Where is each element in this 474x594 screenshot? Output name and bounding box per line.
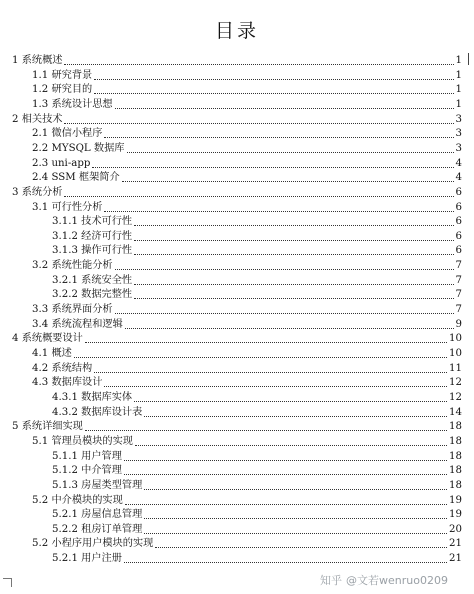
toc-entry-label: 2.1 微信小程序 (32, 128, 103, 140)
dot-leader (134, 240, 453, 241)
page-title: 目录 (214, 20, 259, 42)
dot-leader (85, 342, 447, 343)
dot-leader (124, 562, 447, 563)
toc-entry-label: 5.1.1 用户管理 (52, 450, 122, 462)
toc-entry[interactable] (32, 69, 462, 83)
toc-entry-page: 6 (455, 245, 462, 257)
toc-entry-page: 9 (455, 318, 462, 330)
toc-entry[interactable] (52, 479, 462, 493)
toc-entry-label: 4.3.1 数据库实体 (52, 391, 133, 403)
toc-entry-page: 1 (455, 98, 462, 110)
toc-entry[interactable] (52, 288, 462, 302)
dot-leader (115, 313, 454, 314)
toc-entry-page: 12 (449, 377, 462, 389)
dot-leader (155, 547, 447, 548)
toc-entry[interactable] (52, 523, 462, 537)
dot-leader (115, 108, 454, 109)
toc-entry-page: 18 (449, 435, 462, 447)
toc-entry-page: 18 (449, 450, 462, 462)
toc-entry-label: 4.3 数据库设计 (32, 377, 103, 389)
toc-entry-page: 1 (455, 55, 462, 66)
toc-entry-label: 1.2 研究目的 (32, 84, 93, 96)
toc-entry-page: 7 (455, 304, 462, 316)
toc-entry[interactable] (12, 54, 462, 68)
toc-entry-label: 3.3 系统界面分析 (32, 304, 113, 316)
dot-leader (144, 416, 447, 417)
dot-leader (124, 460, 447, 461)
dot-leader (74, 357, 447, 358)
toc-entry-label: 5.1.2 中介管理 (52, 465, 122, 477)
dot-leader (115, 269, 454, 270)
toc-entry-page: 7 (455, 289, 462, 301)
toc-entry[interactable] (32, 494, 462, 508)
dot-leader (124, 474, 447, 475)
toc-entry-label: 4.1 概述 (32, 348, 72, 359)
toc-entry[interactable] (52, 508, 462, 522)
toc-entry[interactable] (32, 83, 462, 97)
page-corner-mark (3, 578, 12, 587)
watermark-author: @文若wenruo0209 (346, 574, 448, 587)
toc-entry-label: 4 系统概要设计 (12, 333, 83, 345)
toc-entry[interactable] (52, 244, 462, 258)
toc-entry-label: 4.3.2 数据库设计表 (52, 406, 143, 418)
toc-entry-label: 3.1 可行性分析 (32, 201, 103, 213)
toc-entry-label: 3.2 系统性能分析 (32, 260, 113, 272)
toc-entry-page: 19 (449, 494, 462, 506)
toc-entry-page: 20 (449, 523, 462, 535)
toc-entry[interactable] (32, 376, 462, 390)
dot-leader (64, 196, 453, 197)
dot-leader (92, 167, 453, 168)
toc-entry-label: 5.2.1 房屋信息管理 (52, 509, 143, 521)
toc-entry-page: 1 (455, 84, 462, 96)
toc-entry-page: 6 (455, 186, 462, 198)
toc-entry[interactable] (52, 450, 462, 464)
toc-entry[interactable] (12, 332, 462, 346)
toc-entry-page: 4 (455, 172, 462, 184)
toc-entry-page: 3 (455, 128, 462, 140)
toc-entry-label: 3.1.3 操作可行性 (52, 245, 133, 257)
toc-entry-page: 18 (449, 421, 462, 433)
dot-leader (64, 123, 453, 124)
toc-entry-page: 6 (455, 201, 462, 213)
toc-entry-label: 5.1 管理员模块的实现 (32, 435, 133, 447)
toc-entry[interactable] (32, 318, 462, 332)
dot-leader (134, 284, 453, 285)
toc-entry-label: 5 系统详细实现 (12, 421, 83, 433)
toc-entry[interactable] (32, 259, 462, 273)
toc-entry-label: 2.3 uni-app (32, 157, 91, 169)
toc-entry-label: 2.2 MYSQL 数据库 (32, 142, 125, 154)
dot-leader (125, 328, 454, 329)
watermark (320, 572, 448, 588)
toc-entry-page: 6 (455, 230, 462, 242)
toc-entry-page: 7 (455, 260, 462, 272)
toc-entry-page: 1 (455, 69, 462, 81)
toc-entry[interactable] (52, 274, 462, 288)
dot-leader (144, 533, 447, 534)
toc-entry-page: 21 (449, 538, 462, 550)
toc-entry-label: 5.1.3 房屋类型管理 (52, 479, 143, 491)
zhihu-logo: 知乎 (320, 574, 342, 587)
toc-entry-label: 5.2.1 用户注册 (52, 553, 122, 565)
toc-entry-label: 3 系统分析 (12, 186, 63, 198)
toc-entry-page: 14 (449, 406, 462, 418)
toc-entry-page: 18 (449, 465, 462, 477)
toc-entry-label: 5.2.2 租房订单管理 (52, 523, 143, 535)
dot-leader (94, 372, 447, 373)
toc-entry[interactable] (32, 435, 462, 449)
toc-entry[interactable] (32, 362, 462, 376)
text-cursor (468, 53, 469, 65)
dot-leader (104, 386, 447, 387)
dot-leader (135, 445, 447, 446)
toc-entry-label: 5.2 小程序用户模块的实现 (32, 538, 154, 550)
toc-entry-page: 19 (449, 509, 462, 521)
dot-leader (85, 430, 447, 431)
toc-entry[interactable] (12, 186, 462, 200)
toc-entry-page: 12 (449, 391, 462, 403)
dot-leader (64, 64, 453, 65)
dot-leader (104, 137, 453, 138)
toc-entry[interactable] (32, 127, 462, 141)
toc-entry-page: 11 (449, 362, 462, 374)
toc-entry[interactable] (32, 171, 462, 185)
toc-entry[interactable] (52, 406, 462, 420)
toc-entry-page: 18 (449, 479, 462, 491)
toc-entry-label: 2 相关技术 (12, 113, 63, 125)
dot-leader (134, 254, 453, 255)
dot-leader (144, 518, 447, 519)
toc-entry-page: 4 (455, 157, 462, 169)
dot-leader (134, 225, 453, 226)
dot-leader (144, 489, 447, 490)
toc-entry[interactable] (52, 391, 462, 405)
toc-entry[interactable] (32, 537, 462, 551)
toc-entry-label: 3.1.2 经济可行性 (52, 230, 133, 242)
toc-entry-page: 10 (449, 333, 462, 345)
toc-entry[interactable] (52, 215, 462, 229)
toc-entry-label: 5.2 中介模块的实现 (32, 494, 123, 506)
toc-entry-page: 10 (449, 348, 462, 359)
dot-leader (134, 401, 447, 402)
toc-entry-label: 4.2 系统结构 (32, 362, 93, 374)
toc-entry[interactable] (32, 303, 462, 317)
toc-entry[interactable] (32, 157, 462, 171)
dot-leader (125, 504, 447, 505)
dot-leader (94, 79, 453, 80)
toc-entry-label: 1.1 研究背景 (32, 69, 93, 81)
toc-entry[interactable] (12, 420, 462, 434)
toc-entry[interactable] (52, 464, 462, 478)
toc-entry[interactable] (52, 552, 462, 566)
dot-leader (134, 298, 453, 299)
toc-entry-label: 3.1.1 技术可行性 (52, 216, 133, 228)
toc-entry[interactable] (32, 347, 462, 361)
toc-entry[interactable] (52, 230, 462, 244)
toc-entry-page: 6 (455, 216, 462, 228)
toc-entry-page: 3 (455, 142, 462, 154)
toc-entry-label: 2.4 SSM 框架简介 (32, 172, 120, 184)
toc-entry[interactable] (32, 98, 462, 112)
toc-entry-label: 1.3 系统设计思想 (32, 98, 113, 110)
toc-entry-label: 3.2.2 数据完整性 (52, 289, 133, 301)
toc-entry-label: 3.4 系统流程和逻辑 (32, 318, 123, 330)
dot-leader (104, 211, 453, 212)
toc-entry[interactable] (32, 201, 462, 215)
toc-entry-label: 3.2.1 系统安全性 (52, 274, 133, 286)
toc-entry-label: 1 系统概述 (12, 55, 63, 66)
dot-leader (127, 152, 454, 153)
dot-leader (94, 93, 453, 94)
toc-entry[interactable] (12, 113, 462, 127)
dot-leader (122, 181, 454, 182)
toc-entry[interactable] (32, 142, 462, 156)
toc-entry-page: 21 (449, 553, 462, 565)
toc-entry-page: 7 (455, 274, 462, 286)
toc-entry-page: 3 (455, 113, 462, 125)
